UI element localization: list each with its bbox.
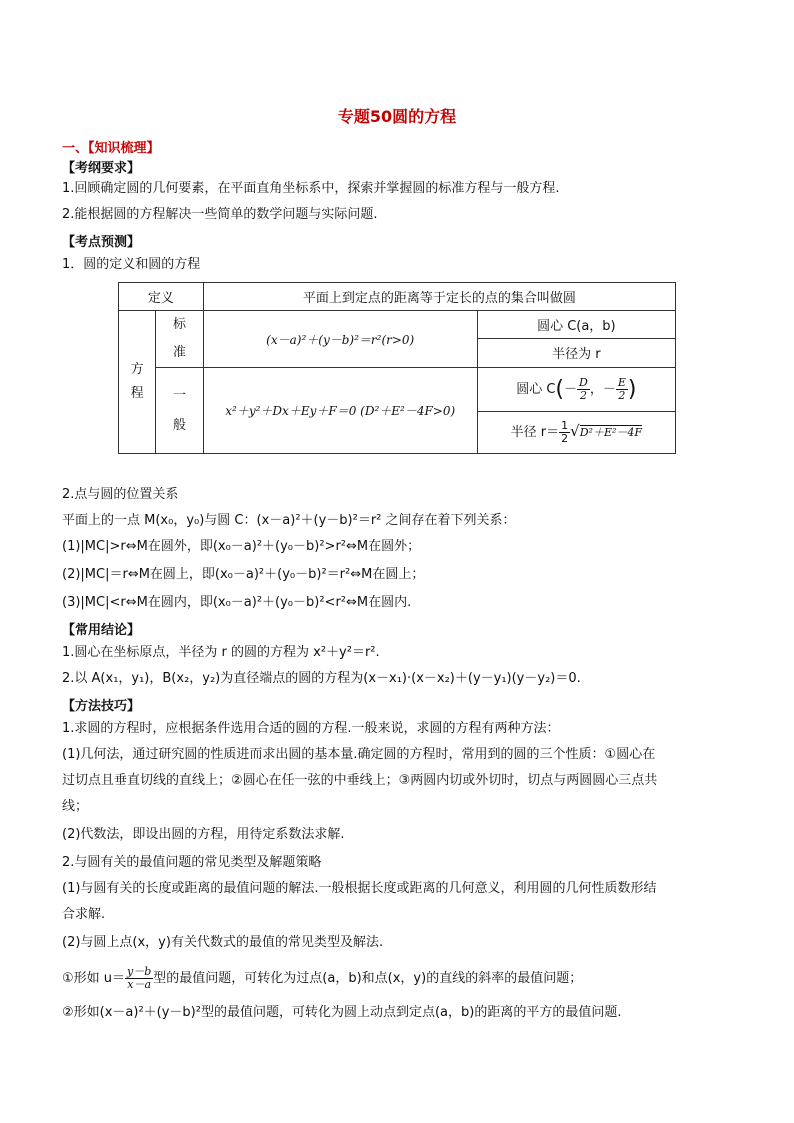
equation-label-char-1: 方	[130, 362, 144, 377]
position-intro: 平面上的一点 M(x₀，y₀)与圆 C：(x－a)²＋(y－b)²＝r² 之间存在着下列关系：	[62, 513, 516, 528]
cell-definition-label: 定义	[119, 283, 204, 311]
fraction-neg-d-over-2: $\frac{D}{2}$	[579, 376, 588, 402]
page-title: 专题50圆的方程	[337, 107, 457, 126]
method-2: 2.与圆有关的最值问题的常见类型及解题策略	[62, 855, 322, 870]
cell-standard-radius: 半径为 r	[477, 338, 675, 367]
method-2c-suffix: 型的最值问题，可转化为过点(a，b)和点(x，y)的直线的斜率的最值问题；	[153, 971, 583, 986]
method-2a-line-2: 合求解.	[62, 907, 106, 922]
cell-general-equation: x²＋y²＋Dx＋Ey＋F＝0 (D²＋E²－4F>0)	[203, 368, 477, 454]
common-conclusion-1: 1.圆心在坐标原点，半径为 r 的圆的方程为 x²＋y²＝r².	[62, 645, 380, 660]
cell-general-center: 圆心 C(－ $\frac{D}{2}$ ，－ $\frac{E}{2}$ )	[477, 368, 675, 412]
heading-common-conclusions: 【常用结论】	[62, 623, 141, 638]
section-heading-knowledge: 一、【知识梳理】	[62, 141, 160, 156]
method-1: 1.求圆的方程时，应根据条件选用合适的圆的方程.一般来说，求圆的方程有两种方法：	[62, 721, 560, 736]
method-1a-line-1: (1)几何法，通过研究圆的性质进而求出圆的基本量.确定圆的方程时，常用到的圆的三个性质：①圆心在	[62, 747, 656, 762]
cell-definition-text: 平面上到定点的距离等于定长的点的集合叫做圆	[203, 283, 675, 311]
position-case-1: (1)|MC|>r⇔M在圆外，即(x₀－a)²＋(y₀－b)²>r²⇔M在圆外；	[62, 539, 421, 554]
cell-equation-label	[119, 311, 156, 454]
method-1a-line-3: 线；	[62, 799, 89, 814]
method-1b: (2)代数法，即设出圆的方程，用待定系数法求解.	[62, 827, 345, 842]
heading-predictions: 【考点预测】	[62, 235, 141, 250]
heading-requirements: 【考纲要求】	[62, 161, 141, 176]
method-2a-line-1: (1)与圆有关的长度或距离的最值问题的解法.一般根据长度或距离的几何意义，利用圆的几何性质数形结	[62, 881, 657, 896]
general-label-char-2: 般	[173, 417, 187, 433]
position-case-3: (3)|MC|<r⇔M在圆内，即(x₀－a)²＋(y₀－b)²<r²⇔M在圆内.	[62, 595, 412, 610]
equation-label-char-2: 程	[130, 386, 144, 401]
fraction-slope: $\frac{y-b}{x-a}$	[127, 965, 152, 991]
general-center-prefix: 圆心 C	[516, 382, 556, 397]
heading-method-tips: 【方法技巧】	[62, 699, 141, 714]
method-1a-line-2: 过切点且垂直切线的直线上；②圆心在任一弦的中垂线上；③两圆内切或外切时，切点与两圆圆心三点共	[62, 773, 658, 788]
standard-label-char-1: 标	[173, 317, 187, 332]
general-label-char-1: 一	[173, 387, 187, 403]
requirement-1: 1.回顾确定圆的几何要素，在平面直角坐标系中，探索并掌握圆的标准方程与一般方程.	[62, 181, 560, 196]
method-2d: ②形如(x－a)²＋(y－b)²型的最值问题，可转化为圆上动点到定点(a，b)的距离的平方的最值问题.	[62, 1005, 622, 1020]
radius-root-expression: D²＋E²－4F	[579, 426, 643, 439]
common-conclusion-2: 2.以 A(x₁，y₁)，B(x₂，y₂)为直径端点的圆的方程为(x－x₁)·(x－x₂)＋(y－y₁)(y－y₂)＝0.	[62, 671, 581, 686]
cell-general-label	[156, 368, 203, 454]
requirement-2: 2.能根据圆的方程解决一些简单的数学问题与实际问题.	[62, 207, 378, 222]
standard-label-char-2: 准	[173, 345, 187, 360]
circle-definition-table	[118, 282, 676, 454]
cell-general-radius: 半径 r＝ $\frac{1}{2}$ √D²＋E²－4F	[477, 412, 675, 454]
fraction-neg-e-over-2: $\frac{E}{2}$	[617, 376, 626, 402]
cell-standard-center: 圆心 C(a，b)	[477, 311, 675, 339]
position-case-2: (2)|MC|＝r⇔M在圆上，即(x₀－a)²＋(y₀－b)²＝r²⇔M在圆上；	[62, 567, 425, 582]
cell-standard-label	[156, 311, 203, 368]
position-heading: 2.点与圆的位置关系	[62, 487, 179, 502]
prediction-1: 1．圆的定义和圆的方程	[62, 257, 201, 272]
method-2b: (2)与圆上点(x，y)有关代数式的最值的常见类型及解法.	[62, 935, 384, 950]
cell-standard-equation: (x－a)²＋(y－b)²＝r²(r>0)	[203, 311, 477, 368]
method-2c	[62, 966, 582, 991]
general-radius-prefix: 半径 r＝	[510, 425, 560, 440]
method-2c-prefix: ①形如 u＝	[62, 971, 126, 986]
fraction-one-half: $\frac{1}{2}$	[561, 419, 569, 445]
